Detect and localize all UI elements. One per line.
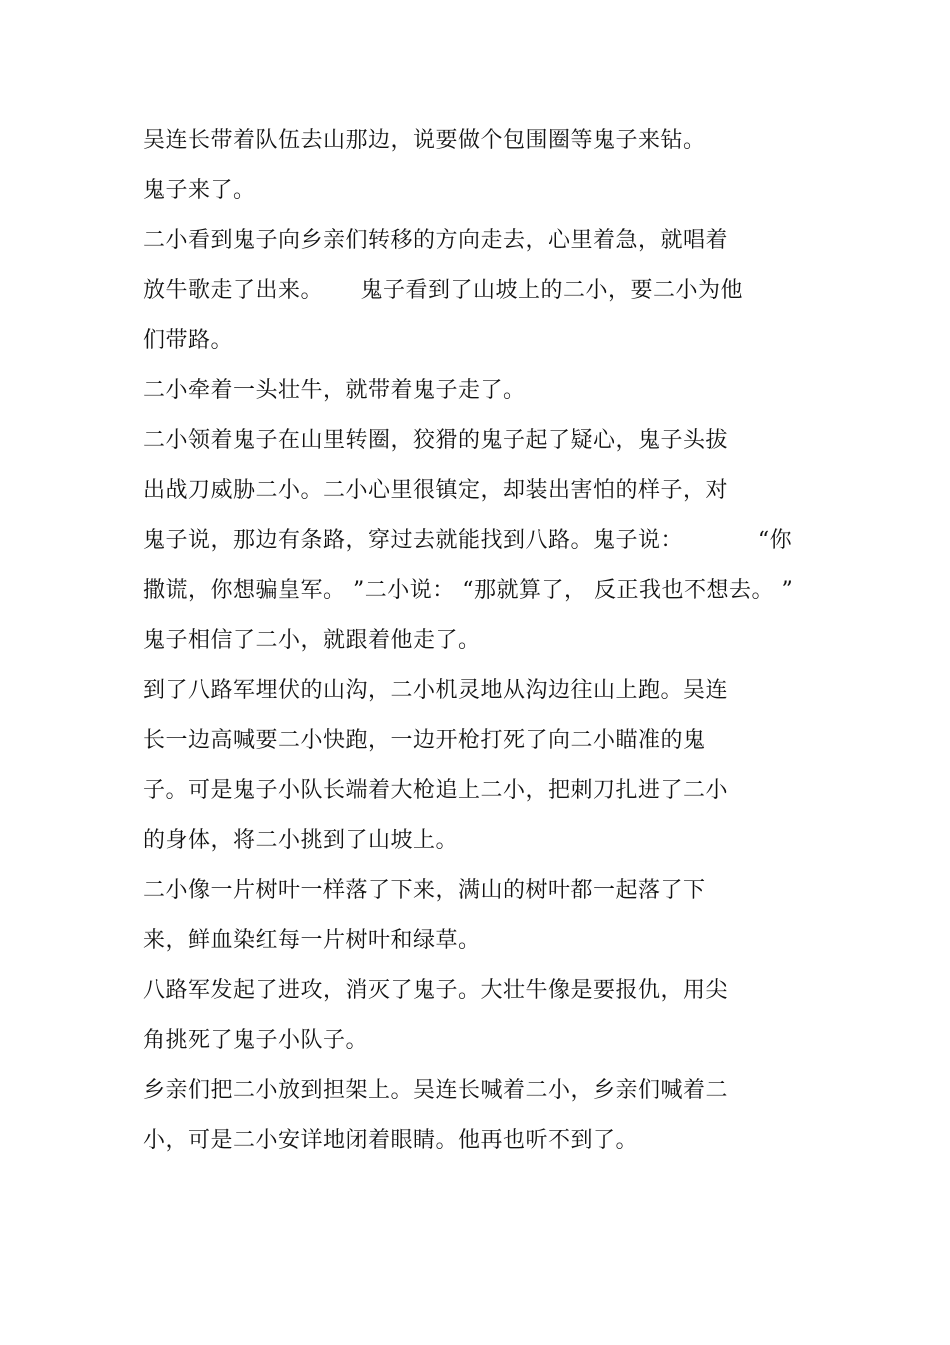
text-line: 来，鲜血染红每一片树叶和绿草。: [143, 928, 481, 953]
text-line: 子。可是鬼子小队长端着大枪追上二小，把刺刀扎进了二小: [143, 778, 729, 803]
text-line: 长一边高喊要二小快跑，一边开枪打死了向二小瞄准的鬼: [143, 728, 706, 753]
text-line: 放牛歌走了出来。 鬼子看到了山坡上的二小，要二小为他: [143, 278, 743, 303]
text-line: 小，可是二小安详地闭着眼睛。他再也听不到了。: [143, 1128, 639, 1153]
text-line: 鬼子来了。: [143, 178, 256, 203]
text-line: 吴连长带着队伍去山那边，说要做个包围圈等鬼子来钻。: [143, 128, 706, 153]
text-line: 出战刀威胁二小。二小心里很镇定，却装出害怕的样子，对: [143, 478, 729, 503]
text-line: 二小领着鬼子在山里转圈，狡猾的鬼子起了疑心，鬼子头拔: [143, 428, 729, 453]
text-line: 八路军发起了进攻，消灭了鬼子。大壮牛像是要报仇，用尖: [143, 978, 729, 1003]
text-line: 二小看到鬼子向乡亲们转移的方向走去，心里着急，就唱着: [143, 228, 729, 253]
text-line: 鬼子说，那边有条路，穿过去就能找到八路。鬼子说： “你: [143, 528, 793, 553]
text-line: 二小像一片树叶一样落了下来，满山的树叶都一起落了下: [143, 878, 706, 903]
text-line: 们带路。: [143, 328, 234, 353]
text-line: 乡亲们把二小放到担架上。吴连长喊着二小，乡亲们喊着二: [143, 1078, 729, 1103]
text-line: 的身体，将二小挑到了山坡上。: [143, 828, 459, 853]
text-line: 角挑死了鬼子小队子。: [143, 1028, 369, 1053]
text-line: 二小牵着一头壮牛，就带着鬼子走了。: [143, 378, 526, 403]
text-line: 到了八路军埋伏的山沟，二小机灵地从沟边往山上跑。吴连: [143, 678, 729, 703]
text-line: 鬼子相信了二小，就跟着他走了。: [143, 628, 481, 653]
text-line: 撒谎，你想骗皇军。 ”二小说： “那就算了， 反正我也不想去。 ”: [143, 578, 794, 603]
